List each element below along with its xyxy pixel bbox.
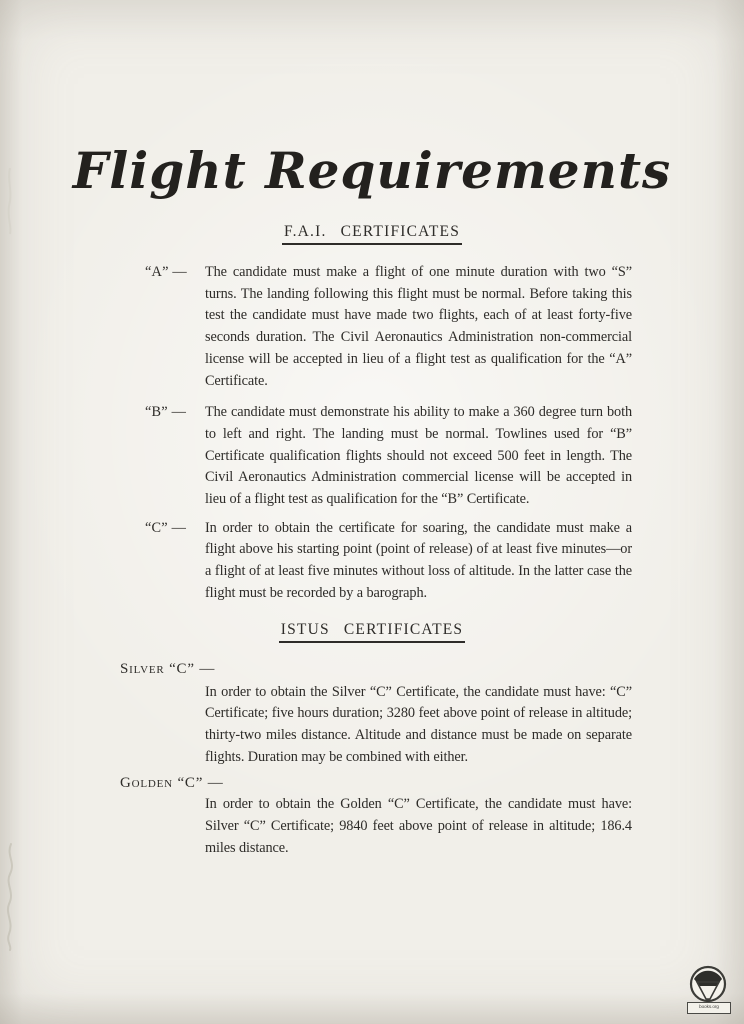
silver-c-text: In order to obtain the Silver “C” Certificate, the candidate must have: “C” Certificate; five hours duration; 3280 feet above point of release in altitude; thirty-two miles distance. Altitude and distance must be made on separate flights. Duration may be combined with either. [205, 683, 632, 765]
istus-heading-text: ISTUS CERTIFICATES [279, 621, 466, 643]
silver-c-label: Silver “C” — [120, 660, 216, 677]
entry-c [145, 518, 632, 605]
section-istus-heading [0, 621, 744, 643]
fai-heading-text: F.A.I. CERTIFICATES [282, 223, 462, 245]
section-fai-heading [0, 223, 744, 245]
page-title: Flight Requirements [72, 141, 672, 200]
pencil-scribble-mark [2, 842, 20, 952]
golden-c-label: Golden “C” — [120, 775, 224, 792]
entry-b-label: “B” — [145, 404, 187, 421]
entry-c-text: In order to obtain the certificate for soaring, the candidate must make a flight above his starting point (point of release) of at least five minutes—or a flight of at least five minutes without loss of altitude. In the latter case the flight must be recorded by a barograph. [205, 519, 632, 601]
entry-b-text: The candidate must demonstrate his ability to make a 360 degree turn both to left and right. The landing must be normal. Towlines used for “B” Certificate qualification flights should not exceed 500 feet in length. The Civil Aeronautics Administration commercial license will be accepted in lieu of a flight test as qualification for the “B” Certificate. [205, 404, 632, 508]
edge-smudge-mark [4, 166, 16, 236]
entry-a-label: “A” — [145, 264, 187, 280]
entry-a-text: The candidate must make a flight of one minute duration with two “S” turns. The landing following this flight must be normal. Before taking this test the candidate must have made two flights, each of at least forty-five seconds duration. The Civil Aeronautics Administration non-commercial license will be accepted in lieu of a flight test as qualification for the “A” Certificate. [205, 264, 632, 389]
golden-c-text: In order to obtain the Golden “C” Certificate, the candidate must have: Silver “C” Certificate; 9840 feet above point of release in altitude; 186.4 miles distance. [205, 796, 632, 856]
stamp-text: books.org [687, 1002, 731, 1014]
entry-a [145, 262, 632, 392]
entry-c-label: “C” — [145, 519, 187, 536]
entry-b [145, 402, 632, 511]
provenance-stamp [684, 964, 736, 1018]
